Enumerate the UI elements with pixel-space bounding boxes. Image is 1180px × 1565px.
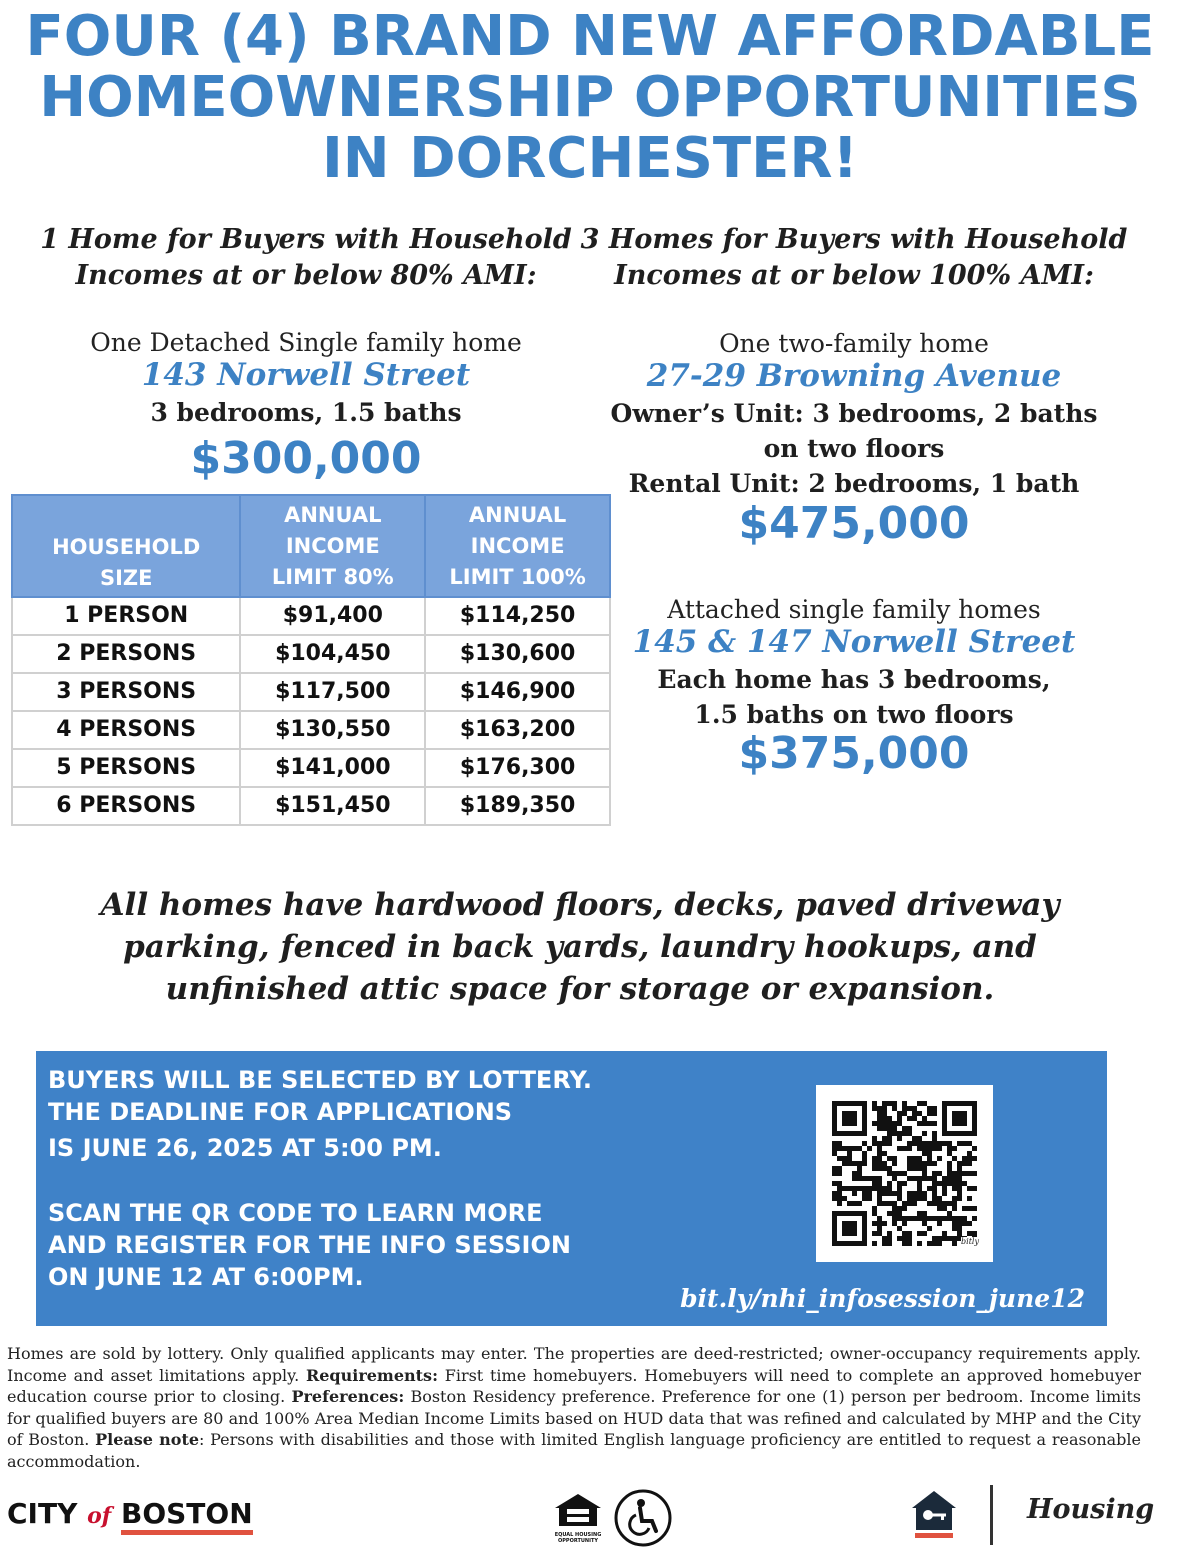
limit-100-cell: $176,300 xyxy=(425,749,610,787)
lottery-line-6: ON JUNE 12 AT 6:00PM. xyxy=(48,1263,364,1291)
city-of-boston-logo xyxy=(7,1496,253,1534)
housing-logo xyxy=(910,1488,958,1540)
lottery-line-4: SCAN THE QR CODE TO LEARN MORE xyxy=(48,1199,543,1227)
header-size-line-2: SIZE xyxy=(99,566,153,590)
limit-100-cell: $163,200 xyxy=(425,711,610,749)
header-size-line-1: HOUSEHOLD xyxy=(52,535,201,559)
footer-divider xyxy=(990,1485,993,1545)
right-heading xyxy=(560,222,1148,294)
preferences-text: Boston Residency preference. Preference for one (1) person per bedroom. Income limits for qualified buyers are 80 and 100% Area Median Income Limits based on HUD data that was refined and calculated by MHP and the City of Boston. xyxy=(7,1387,1141,1449)
title-line-2: HOMEOWNERSHIP OPPORTUNITIES xyxy=(39,65,1141,130)
qr-brand-label: bitly xyxy=(961,1237,979,1246)
lottery-line-5: AND REGISTER FOR THE INFO SESSION xyxy=(48,1231,571,1259)
lottery-line-1: BUYERS WILL BE SELECTED BY LOTTERY. xyxy=(48,1066,593,1094)
household-size-cell: 2 PERSONS xyxy=(12,635,240,673)
right-home1-price: $475,000 xyxy=(738,498,970,549)
amenities-line-1: All homes have hardwood floors, decks, paved driveway xyxy=(100,887,1060,923)
household-size-cell: 6 PERSONS xyxy=(12,787,240,825)
amenities-text xyxy=(0,884,1160,1010)
limit-80-cell: $104,450 xyxy=(240,635,425,673)
limit-80-cell: $151,450 xyxy=(240,787,425,825)
wheelchair-icon xyxy=(613,1488,673,1548)
limit-100-cell: $189,350 xyxy=(425,787,610,825)
limit-100-cell: $146,900 xyxy=(425,673,610,711)
table-row xyxy=(12,597,610,635)
header-80-line-1: ANNUAL xyxy=(284,502,382,527)
right-home1-address: 27-29 Browning Avenue xyxy=(646,358,1062,394)
limit-80-cell: $130,550 xyxy=(240,711,425,749)
right-home1-type: One two-family home xyxy=(719,329,989,358)
table-row xyxy=(12,749,610,787)
left-heading-line-2: Incomes at or below 80% AMI: xyxy=(75,260,537,291)
right-heading-line-2: Incomes at or below 100% AMI: xyxy=(614,260,1094,291)
header-100-line-3: LIMIT 100% xyxy=(449,564,586,589)
header-80-line-2: INCOME xyxy=(285,533,380,558)
lottery-line-3: IS JUNE 26, 2025 AT 5:00 PM. xyxy=(48,1134,442,1162)
right-home2-price: $375,000 xyxy=(738,728,970,779)
info-session-link[interactable]: bit.ly/nhi_infosession_june12 xyxy=(680,1284,1085,1313)
logo-of: of xyxy=(87,1503,112,1529)
left-details: 3 bedrooms, 1.5 baths xyxy=(150,398,462,427)
table-header-row xyxy=(12,495,610,597)
table-row xyxy=(12,787,610,825)
left-home-type: One Detached Single family home xyxy=(90,328,522,357)
limit-80-cell: $91,400 xyxy=(240,597,425,635)
left-heading xyxy=(0,222,612,294)
preferences-label: Preferences: xyxy=(291,1387,405,1406)
header-limit-80 xyxy=(240,495,425,597)
right-home1-details xyxy=(560,396,1148,501)
home1-details-line-3: Rental Unit: 2 bedrooms, 1 bath xyxy=(628,469,1080,498)
amenities-line-3: unfinished attic space for storage or expansion. xyxy=(165,971,995,1007)
right-home2-details xyxy=(560,662,1148,732)
requirements-text: First time homebuyers. Homebuyers will need to complete an approved homebuyer education course prior to closing. xyxy=(7,1365,1142,1406)
home1-details-line-1: Owner’s Unit: 3 bedrooms, 2 baths xyxy=(610,399,1098,428)
fine-print xyxy=(7,1343,1141,1472)
household-size-cell: 5 PERSONS xyxy=(12,749,240,787)
header-100-line-1: ANNUAL xyxy=(468,502,567,527)
title-line-1: FOUR (4) BRAND NEW AFFORDABLE xyxy=(25,4,1155,69)
home2-details-line-1: Each home has 3 bedrooms, xyxy=(657,665,1051,694)
right-home2-address: 145 & 147 Norwell Street xyxy=(632,624,1076,660)
limit-100-cell: $114,250 xyxy=(425,597,610,635)
qr-code-icon xyxy=(816,1085,993,1262)
home2-details-line-2: 1.5 baths on two floors xyxy=(694,700,1014,729)
limit-80-cell: $117,500 xyxy=(240,673,425,711)
home1-details-line-2: on two floors xyxy=(763,434,945,463)
fine-print-intro: Homes are sold by lottery. Only qualified applicants may enter. The properties are deed-restricted; owner-occupancy requirements apply. Income and asset limitations apply. xyxy=(7,1344,1141,1385)
header-household-size xyxy=(12,495,240,597)
income-limits-table xyxy=(11,494,611,826)
right-heading-line-1: 3 Homes for Buyers with Household xyxy=(580,224,1128,255)
note-text: : Persons with disabilities and those with limited English language proficiency are entitled to request a reasonable accommodation. xyxy=(7,1430,1142,1471)
header-100-line-2: INCOME xyxy=(470,533,565,558)
left-address: 143 Norwell Street xyxy=(141,357,471,393)
note-label: Please note xyxy=(95,1430,200,1449)
logo-city: CITY xyxy=(7,1497,78,1530)
lottery-line-2: THE DEADLINE FOR APPLICATIONS xyxy=(48,1098,513,1126)
household-size-cell: 1 PERSON xyxy=(12,597,240,635)
page-title xyxy=(0,6,1180,189)
header-80-line-3: LIMIT 80% xyxy=(271,564,394,589)
title-line-3: IN DORCHESTER! xyxy=(321,126,859,191)
equal-housing-icon xyxy=(553,1492,603,1528)
household-size-cell: 3 PERSONS xyxy=(12,673,240,711)
house-key-icon xyxy=(910,1488,958,1540)
requirements-label: Requirements: xyxy=(305,1365,438,1385)
limit-80-cell: $141,000 xyxy=(240,749,425,787)
eho-line-1: EQUAL HOUSING xyxy=(554,1532,602,1538)
table-row xyxy=(12,711,610,749)
right-home2-type: Attached single family homes xyxy=(667,595,1041,624)
amenities-line-2: parking, fenced in back yards, laundry hookups, and xyxy=(123,929,1037,965)
logo-boston: BOSTON xyxy=(121,1497,253,1535)
household-size-cell: 4 PERSONS xyxy=(12,711,240,749)
table-row xyxy=(12,673,610,711)
eho-line-2: OPPORTUNITY xyxy=(557,1538,598,1544)
lottery-text xyxy=(48,1064,808,1293)
left-price: $300,000 xyxy=(190,433,422,484)
limit-100-cell: $130,600 xyxy=(425,635,610,673)
equal-housing-logo xyxy=(553,1492,603,1544)
accessibility-logo xyxy=(613,1488,673,1548)
left-heading-line-1: 1 Home for Buyers with Household xyxy=(40,224,572,255)
table-row xyxy=(12,635,610,673)
housing-label: Housing xyxy=(1027,1494,1155,1525)
qr-code[interactable] xyxy=(816,1085,993,1262)
